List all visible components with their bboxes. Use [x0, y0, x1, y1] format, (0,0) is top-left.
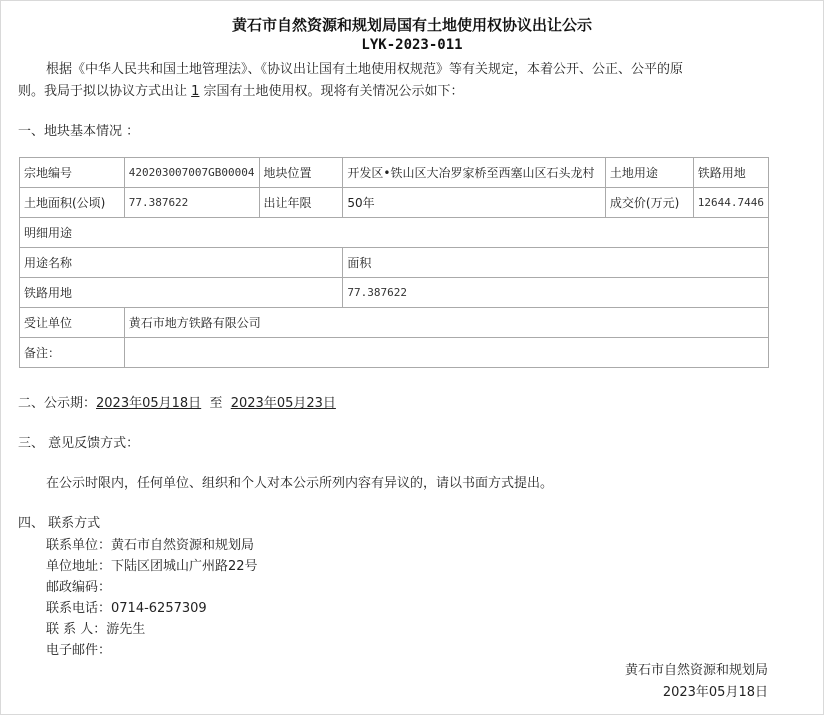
table-row [20, 338, 769, 368]
remark-value [124, 338, 768, 368]
document-code: LYK-2023-011 [361, 37, 463, 53]
section-3-heading: 三、 意见反馈方式： [18, 436, 140, 451]
table-row [20, 218, 769, 248]
table-row [20, 248, 769, 278]
contact-postcode: 邮政编码： [46, 580, 112, 595]
contact-address: 单位地址：下陆区团城山广州路22号 [46, 559, 258, 574]
detail-area-value: 77.387622 [343, 278, 769, 308]
price-label: 成交价(万元) [605, 188, 693, 218]
location-value: 开发区•铁山区大冶罗家桥至西塞山区石头龙村 [343, 158, 606, 188]
term-label: 出让年限 [259, 188, 343, 218]
section-2-heading [18, 392, 336, 411]
use-name-header: 用途名称 [20, 248, 343, 278]
section-1-heading: 一、地块基本情况 ： [18, 124, 140, 139]
location-label: 地块位置 [259, 158, 343, 188]
table-row [20, 188, 769, 218]
detail-use-value: 铁路用地 [20, 278, 343, 308]
contact-phone: 联系电话：0714-6257309 [46, 601, 207, 616]
land-use-label: 土地用途 [605, 158, 693, 188]
land-use-value: 铁路用地 [693, 158, 768, 188]
section-4-heading: 四、 联系方式 [18, 516, 101, 531]
signature-org: 黄石市自然资源和规划局 [624, 663, 768, 678]
intro-text-b: 宗国有土地使用权。现将有关情况公示如下： [199, 84, 464, 99]
parcel-no-value: 420203007007GB00004 [124, 158, 259, 188]
table-row [20, 278, 769, 308]
table-row [20, 158, 769, 188]
intro-line-2 [18, 80, 464, 99]
detail-area-header: 面积 [343, 248, 769, 278]
publicity-to: 至 [209, 396, 223, 411]
parcel-count: 1 [191, 84, 200, 99]
publicity-period-label: 二、公示期： [18, 396, 97, 411]
contact-unit: 联系单位：黄石市自然资源和规划局 [46, 538, 255, 553]
grantee-value: 黄石市地方铁路有限公司 [124, 308, 768, 338]
grantee-label: 受让单位 [20, 308, 125, 338]
term-value: 50年 [343, 188, 606, 218]
area-label: 土地面积(公顷) [20, 188, 125, 218]
publicity-end-date: 2023年05月23日 [230, 396, 336, 411]
remark-label: 备注： [20, 338, 125, 368]
signature-date: 2023年05月18日 [662, 685, 768, 700]
contact-email: 电子邮件： [46, 643, 112, 658]
feedback-text: 在公示时限内，任何单位、组织和个人对本公示所列内容有异议的，请以书面方式提出。 [46, 476, 554, 491]
intro-line-1: 根据《中华人民共和国土地管理法》、《协议出让国有土地使用权规范》等有关规定，本着公开、公正、公平的原 [46, 62, 684, 77]
detail-use-label: 明细用途 [20, 218, 769, 248]
table-row [20, 308, 769, 338]
parcel-info-table [19, 157, 769, 368]
publicity-start-date: 2023年05月18日 [96, 396, 202, 411]
intro-text-a: 则。我局于拟以协议方式出让 [18, 84, 192, 99]
contact-person: 联 系 人：游先生 [46, 622, 146, 637]
page-title: 黄石市自然资源和规划局国有土地使用权协议出让公示 [231, 16, 592, 34]
price-value: 12644.7446 [693, 188, 768, 218]
area-value: 77.387622 [124, 188, 259, 218]
parcel-no-label: 宗地编号 [20, 158, 125, 188]
